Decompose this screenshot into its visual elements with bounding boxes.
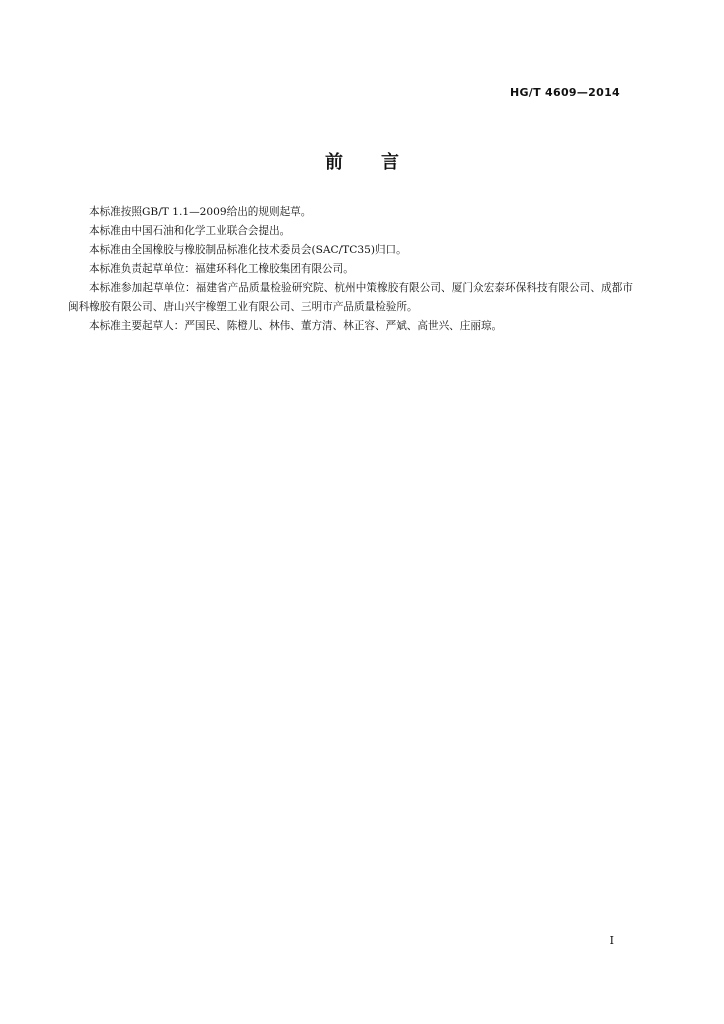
paragraph-jurisdiction: 本标准由全国橡胶与橡胶制品标准化技术委员会(SAC/TC35)归口。 — [89, 244, 407, 256]
page-number: I — [609, 934, 614, 947]
page-title: 前言 — [325, 152, 437, 173]
paragraph-drafting-rules: 本标准按照GB/T 1.1—2009给出的规则起草。 — [89, 206, 312, 218]
paragraph-proposer: 本标准由中国石油和化学工业联合会提出。 — [89, 225, 291, 237]
paragraph-lead-drafter: 本标准负责起草单位：福建环科化工橡胶集团有限公司。 — [89, 263, 354, 275]
preface-body — [68, 203, 633, 336]
document-code: HG/T 4609—2014 — [509, 86, 620, 99]
paragraph-participating-drafters: 本标准参加起草单位：福建省产品质量检验研究院、杭州中策橡胶有限公司、厦门众宏泰环保科技有限公司、成都市闽科橡胶有限公司、唐山兴宇橡塑工业有限公司、三明市产品质量检验所。 — [68, 282, 633, 313]
paragraph-main-drafters: 本标准主要起草人：严国民、陈橙儿、林伟、董方清、林正容、严斌、高世兴、庄丽琼。 — [89, 320, 503, 332]
